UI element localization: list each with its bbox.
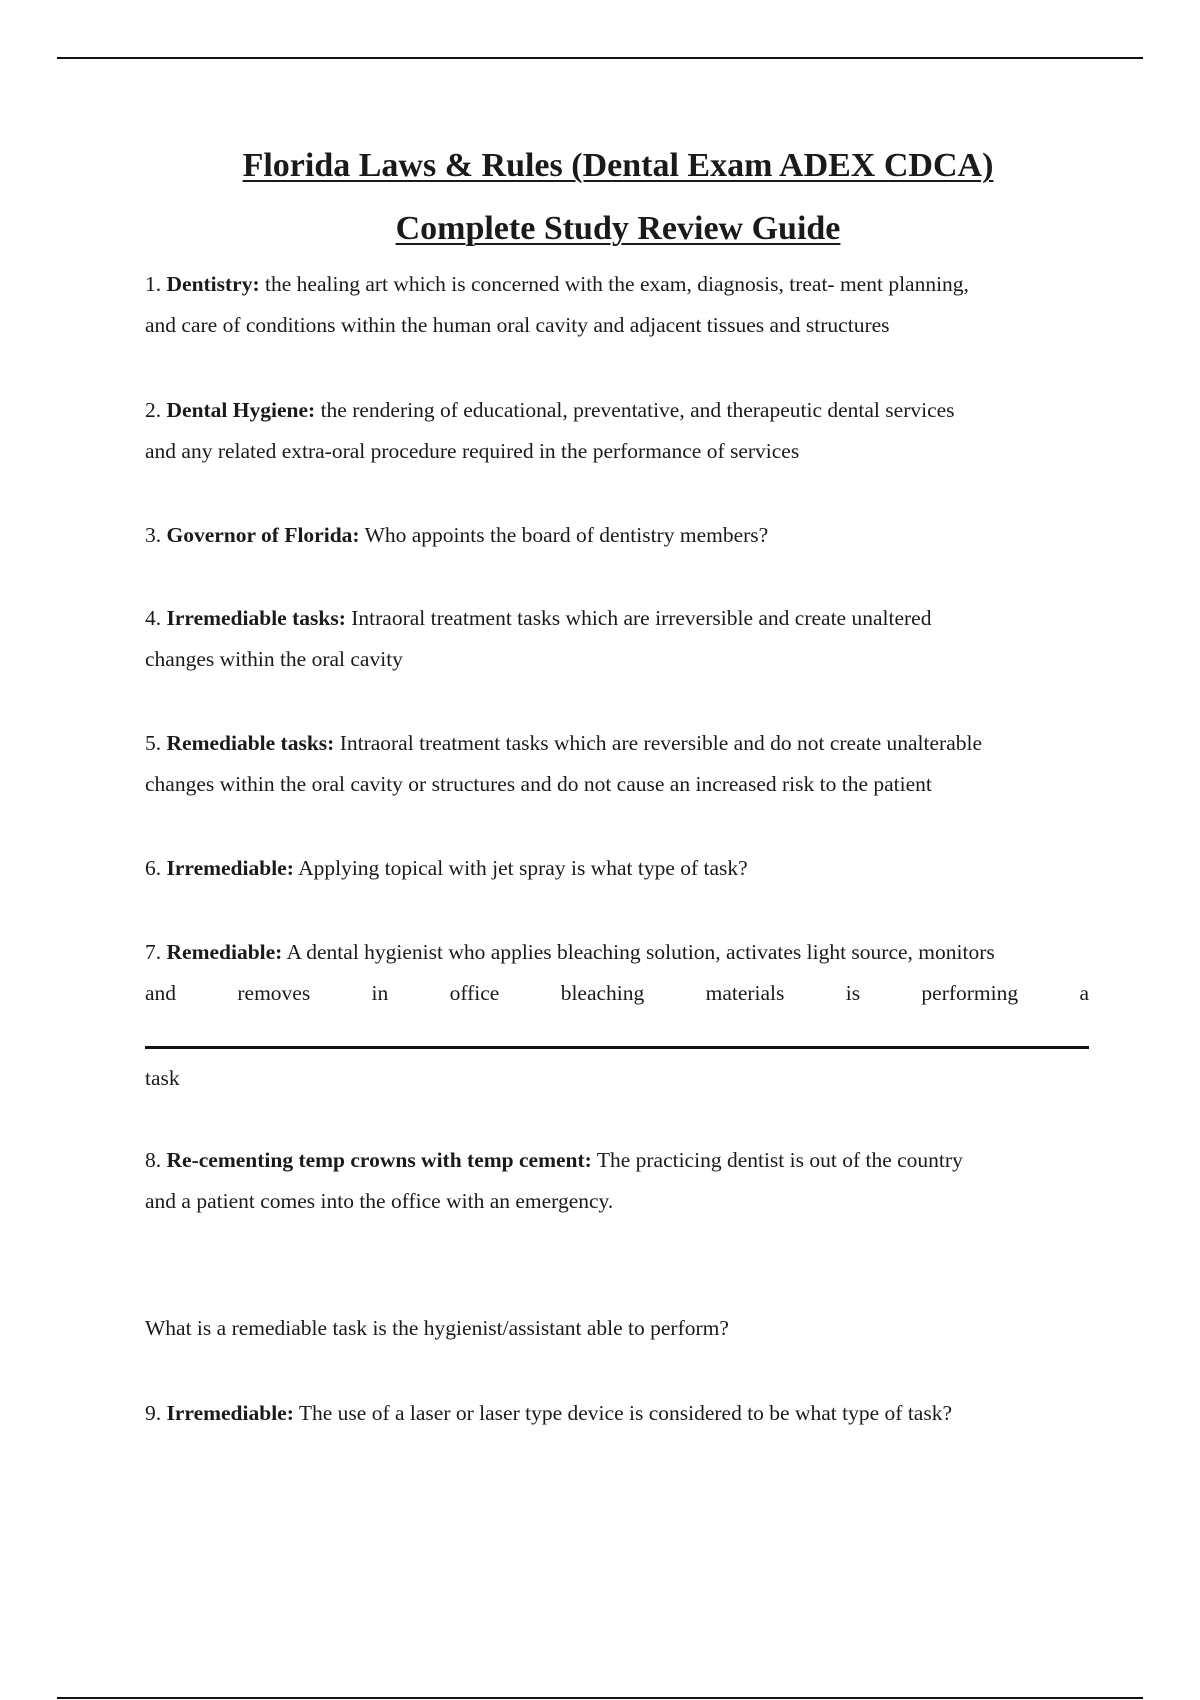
item-text: Intraoral treatment tasks which are irreversible and create unaltered xyxy=(351,606,932,630)
list-item xyxy=(145,723,1089,805)
item-line xyxy=(145,848,1089,889)
item-text: the healing art which is concerned with the exam, diagnosis, treat- ment planning, xyxy=(265,272,969,296)
item-term: Dental Hygiene: xyxy=(166,398,316,422)
item-term: Dentistry: xyxy=(166,272,260,296)
item-line xyxy=(145,932,1089,973)
item-number: 3. xyxy=(145,523,162,547)
item-text: changes within the oral cavity or structures and do not cause an increased risk to the patient xyxy=(145,772,932,796)
item-word: removes xyxy=(237,981,311,1005)
list-item xyxy=(145,932,1089,1014)
header-rule xyxy=(57,57,1143,59)
item-word: performing xyxy=(921,981,1019,1005)
item-text: task xyxy=(145,1066,180,1090)
item-text: and care of conditions within the human oral cavity and adjacent tissues and structures xyxy=(145,313,890,337)
item-text: and a patient comes into the office with an emergency. xyxy=(145,1189,614,1213)
item-word: materials xyxy=(705,981,785,1005)
item-line xyxy=(145,390,1089,431)
item-number: 5. xyxy=(145,731,162,755)
item-word: in xyxy=(371,981,389,1005)
list-item xyxy=(145,598,1089,680)
list-item xyxy=(145,264,1089,346)
item-number: 6. xyxy=(145,856,162,880)
item-line xyxy=(145,723,1089,764)
item-line xyxy=(145,598,1089,639)
list-item xyxy=(145,848,1089,889)
item-term: Remediable tasks: xyxy=(166,731,335,755)
item-text: changes within the oral cavity xyxy=(145,647,403,671)
item-continuation xyxy=(145,1058,1089,1099)
item-text: The practicing dentist is out of the country xyxy=(596,1148,963,1172)
item-number: 7. xyxy=(145,940,162,964)
item-text: and any related extra-oral procedure required in the performance of services xyxy=(145,439,800,463)
item-text: A dental hygienist who applies bleaching solution, activates light source, monitors xyxy=(286,940,995,964)
item-word: is xyxy=(845,981,861,1005)
item-word: and xyxy=(145,981,177,1005)
item-term: Irremediable tasks: xyxy=(166,606,346,630)
item-justified-line xyxy=(145,973,1089,1014)
item-word: office xyxy=(449,981,500,1005)
list-item xyxy=(145,515,1089,556)
item-text: What is a remediable task is the hygienist/assistant able to perform? xyxy=(145,1316,729,1340)
item-text: Applying topical with jet spray is what type of task? xyxy=(298,856,748,880)
item-word: a xyxy=(1079,981,1089,1005)
item-term: Governor of Florida: xyxy=(166,523,360,547)
document-title: Florida Laws & Rules (Dental Exam ADEX CDCA) xyxy=(242,147,994,184)
item-text: the rendering of educational, preventative, and therapeutic dental services xyxy=(320,398,955,422)
item-text: Intraoral treatment tasks which are reversible and do not create unalterable xyxy=(339,731,982,755)
item-number: 9. xyxy=(145,1401,162,1425)
item-number: 2. xyxy=(145,398,162,422)
item-text: The use of a laser or laser type device is considered to be what type of task? xyxy=(298,1401,952,1425)
item-term: Re-cementing temp crowns with temp cement: xyxy=(166,1148,592,1172)
item-number: 4. xyxy=(145,606,162,630)
item-word: bleaching xyxy=(560,981,645,1005)
item-text: Who appoints the board of dentistry members? xyxy=(364,523,769,547)
item-line xyxy=(145,515,1089,556)
item-number: 8. xyxy=(145,1148,162,1172)
item-term: Remediable: xyxy=(166,940,283,964)
footer-rule xyxy=(57,1697,1143,1699)
item-line xyxy=(145,1140,1089,1181)
item-line xyxy=(145,1393,1089,1434)
fill-in-blank-line xyxy=(145,1046,1089,1049)
document-subtitle: Complete Study Review Guide xyxy=(395,210,841,247)
list-item xyxy=(145,390,1089,472)
item-line xyxy=(145,264,1089,305)
item-term: Irremediable: xyxy=(166,1401,294,1425)
item-continuation xyxy=(145,1308,1089,1349)
item-number: 1. xyxy=(145,272,162,296)
item-term: Irremediable: xyxy=(166,856,294,880)
list-item xyxy=(145,1140,1089,1222)
list-item xyxy=(145,1393,1089,1434)
